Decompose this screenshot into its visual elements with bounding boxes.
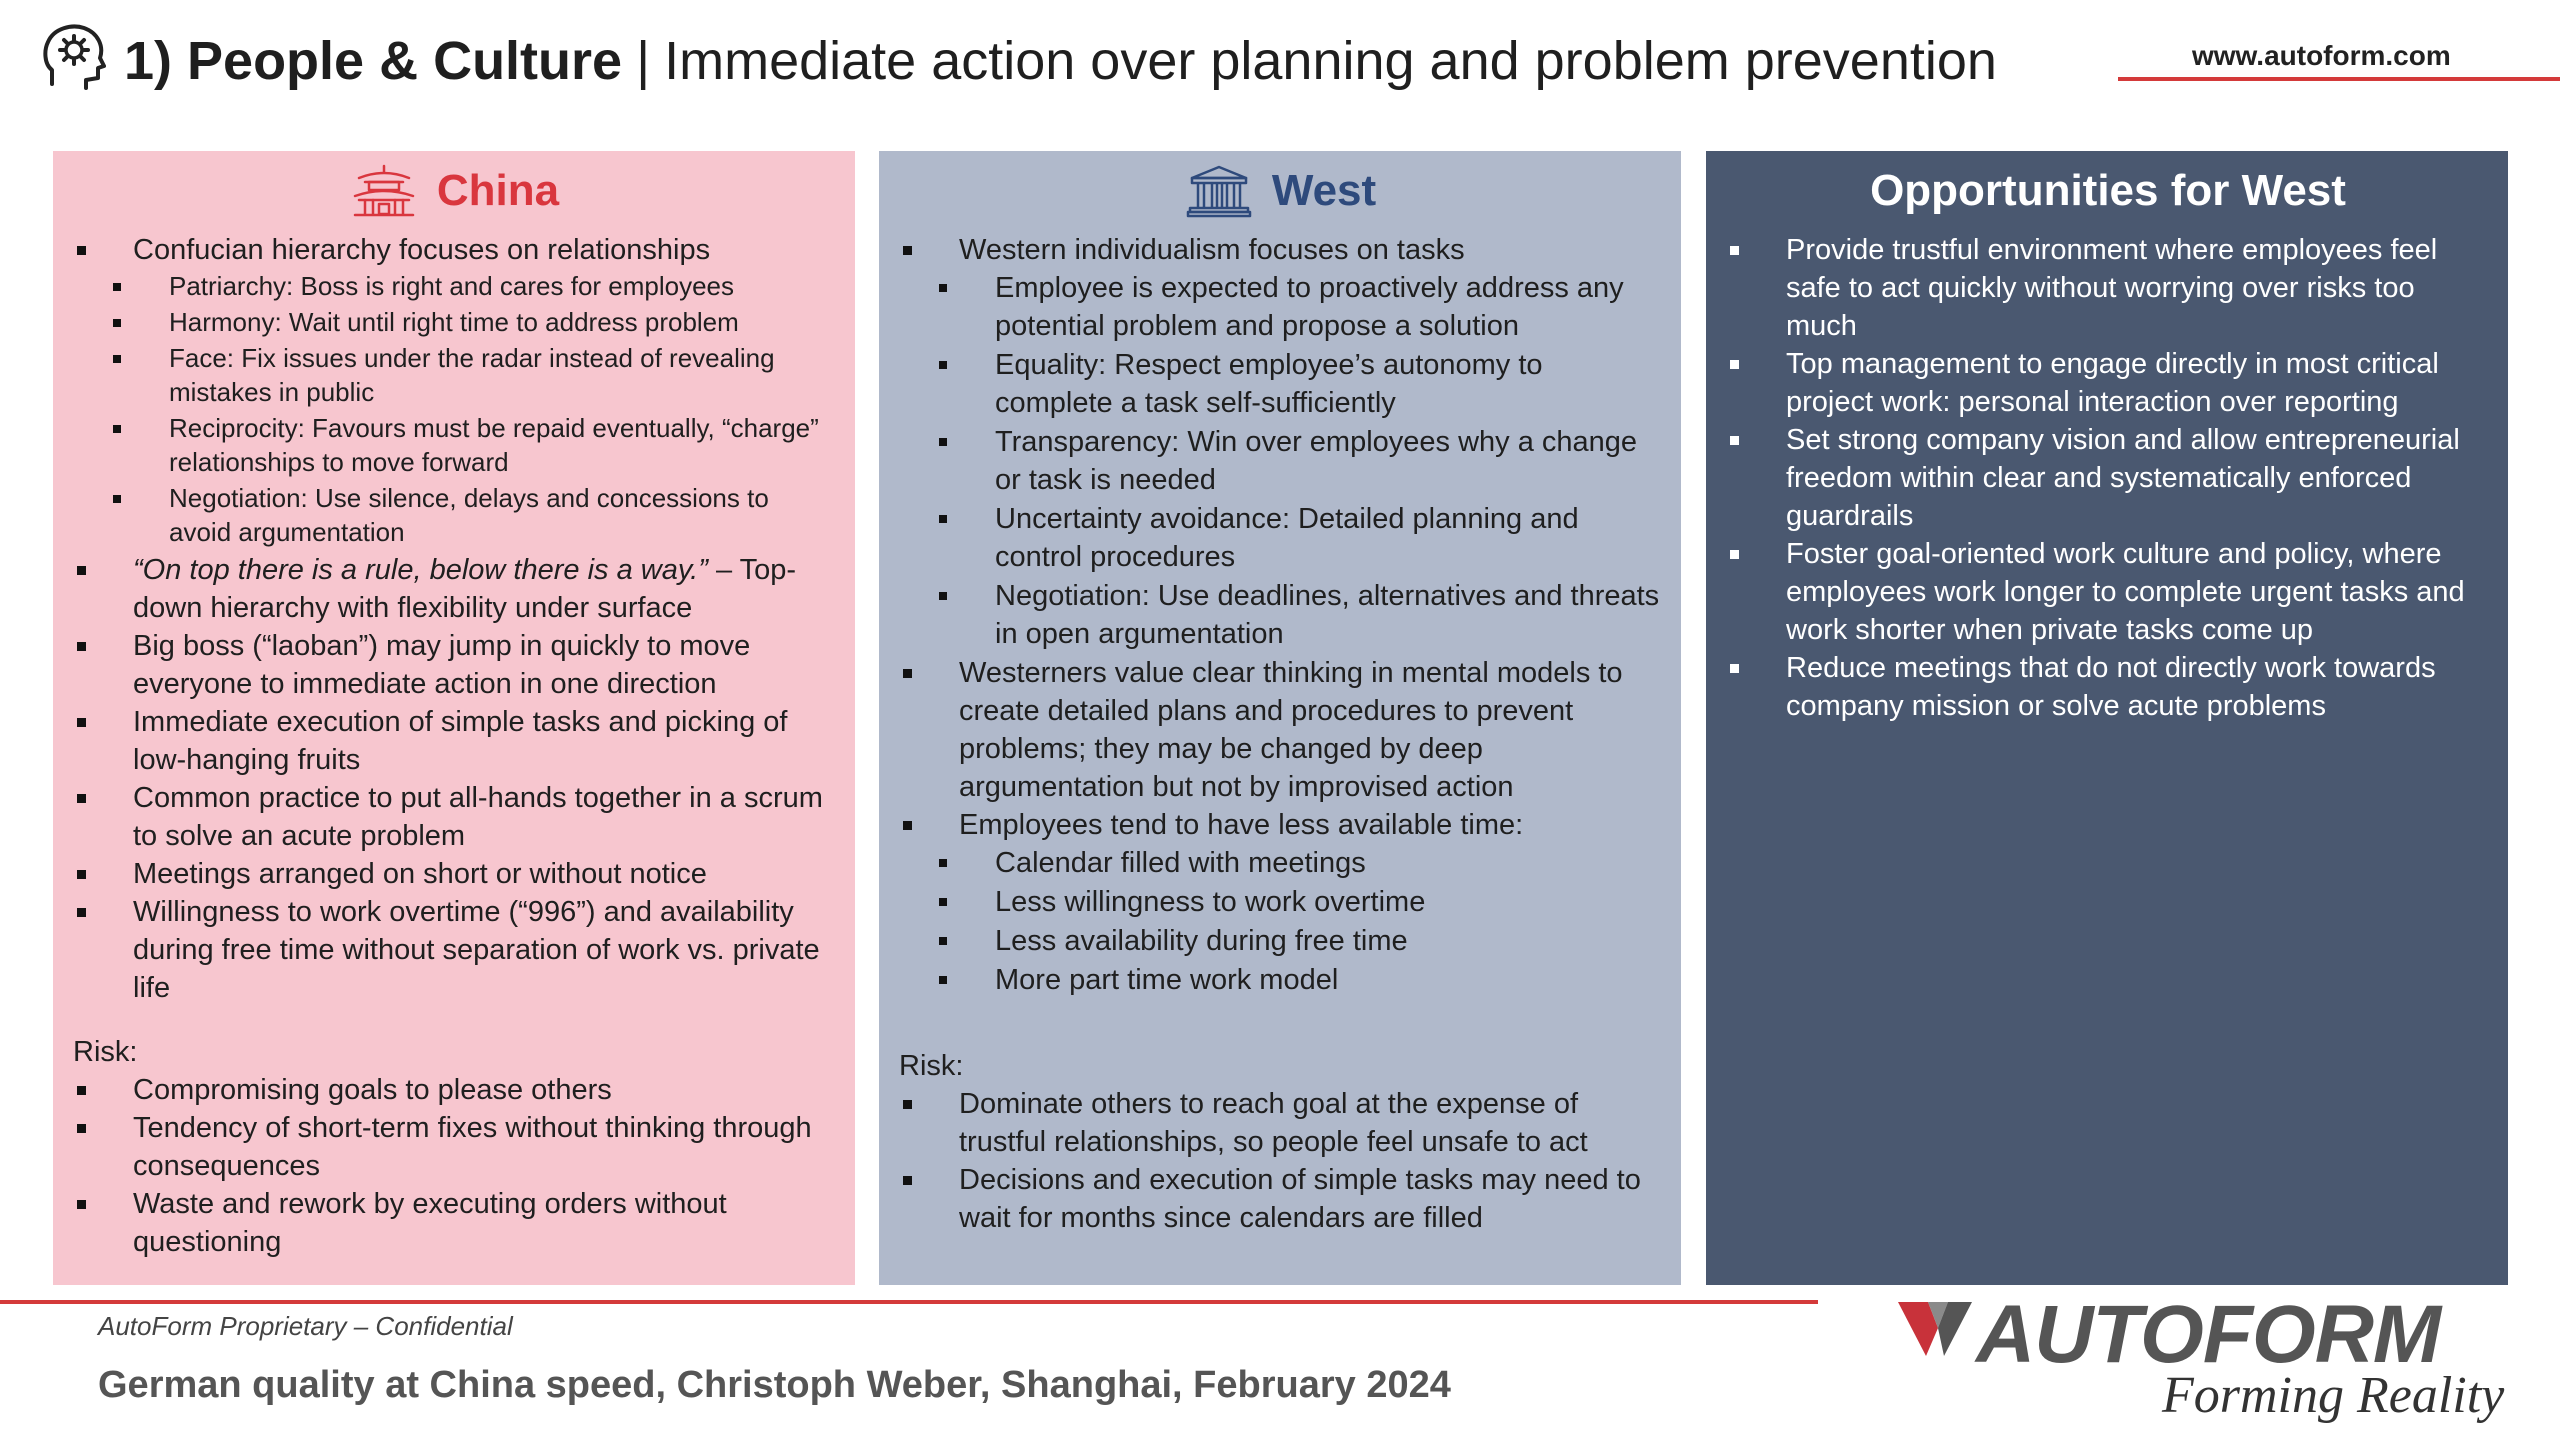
sub-list-item: Negotiation: Use deadlines, alternatives and threats in open argumentation (899, 577, 1663, 653)
confidentiality-note: AutoForm Proprietary – Confidential (98, 1311, 513, 1341)
sub-list-item: Less willingness to work overtime (899, 883, 1663, 921)
list-item (899, 806, 1663, 999)
list-item: Reduce meetings that do not directly work towards company mission or solve acute problems (1726, 649, 2490, 725)
west-risk-list (899, 1085, 1663, 1237)
title-statement: Immediate action over planning and problem prevention (664, 31, 1997, 91)
quote-rest: – Top-down hierarchy with flexibility under surface (133, 554, 797, 624)
pagoda-icon (351, 164, 417, 218)
risk-item: Tendency of short-term fixes without thinking through consequences (73, 1109, 837, 1185)
header-accent-line (2118, 77, 2560, 81)
list-item: Immediate execution of simple tasks and picking of low-hanging fruits (73, 703, 837, 779)
sub-list-item: Equality: Respect employee’s autonomy to complete a task self-sufficiently (899, 346, 1663, 422)
opportunities-list (1726, 231, 2490, 725)
sub-list-item: Reciprocity: Favours must be repaid eventually, “charge” relationships to move forward (73, 411, 837, 479)
sub-list-item: Negotiation: Use silence, delays and concessions to avoid argumentation (73, 481, 837, 549)
autoform-logo (1898, 1289, 2505, 1440)
title-separator: | (636, 31, 651, 91)
list-item-text: Employees tend to have less available time: (959, 809, 1524, 841)
list-item: Provide trustful environment where employees feel safe to act quickly without worrying over risks too much (1726, 231, 2490, 345)
head-gear-icon (42, 22, 106, 92)
west-list (899, 231, 1663, 999)
list-item: Meetings arranged on short or without notice (73, 855, 837, 893)
list-item: Set strong company vision and allow entrepreneurial freedom within clear and systematically enforced guardrails (1726, 421, 2490, 535)
presentation-subtitle: German quality at China speed, Christoph Weber, Shanghai, February 2024 (98, 1364, 1451, 1406)
sub-list (899, 269, 1663, 653)
risk-item: Compromising goals to please others (73, 1071, 837, 1109)
list-item: Top management to engage directly in most critical project work: personal interaction over reporting (1726, 345, 2490, 421)
footer-accent-line (0, 1300, 1818, 1304)
classical-building-icon (1186, 164, 1252, 218)
sub-list-item: Patriarchy: Boss is right and cares for employees (73, 269, 837, 303)
slide-title (124, 26, 1997, 96)
risk-item: Dominate others to reach goal at the expense of trustful relationships, so people feel unsafe to act (899, 1085, 1663, 1161)
sub-list (73, 269, 837, 549)
sub-list-item: Calendar filled with meetings (899, 844, 1663, 882)
list-item-text: Confucian hierarchy focuses on relationships (133, 234, 711, 266)
china-heading-text: China (436, 166, 560, 215)
china-risk-list (73, 1071, 837, 1261)
list-item: Willingness to work overtime (“996”) and availability during free time without separation of work vs. private life (73, 893, 837, 1007)
china-column (53, 151, 855, 1285)
list-item: Big boss (“laoban”) may jump in quickly to move everyone to immediate action in one direction (73, 627, 837, 703)
sub-list-item: Uncertainty avoidance: Detailed planning and control procedures (899, 500, 1663, 576)
logo-wordmark: AUTOFORM (1976, 1289, 2441, 1380)
list-item (73, 551, 837, 627)
opportunities-column (1706, 151, 2508, 1285)
sub-list-item: Harmony: Wait until right time to address problem (73, 305, 837, 339)
opportunities-heading: Opportunities for West (1870, 166, 2346, 215)
west-heading-text: West (1271, 166, 1377, 215)
list-item: Westerners value clear thinking in mental models to create detailed plans and procedures to prevent problems; they may be changed by deep argumentation but not by improvised action (899, 654, 1663, 806)
risk-item: Waste and rework by executing orders without questioning (73, 1185, 837, 1261)
sub-list-item: Face: Fix issues under the radar instead of revealing mistakes in public (73, 341, 837, 409)
list-item-text: Western individualism focuses on tasks (959, 234, 1465, 266)
list-item (73, 231, 837, 549)
autoform-logo-mark (1898, 1298, 1972, 1360)
risk-label: Risk: (899, 1050, 964, 1082)
risk-label: Risk: (73, 1036, 138, 1068)
sub-list-item: Transparency: Win over employees why a change or task is needed (899, 423, 1663, 499)
website-link[interactable]: www.autoform.com (2192, 40, 2451, 71)
slide-header (0, 0, 2560, 130)
west-heading (899, 151, 1663, 231)
sub-list-item: Employee is expected to proactively address any potential problem and propose a solution (899, 269, 1663, 345)
list-item (899, 231, 1663, 653)
china-list (73, 231, 837, 1007)
sub-list (899, 844, 1663, 999)
sub-list-item: Less availability during free time (899, 922, 1663, 960)
logo-tagline: Forming Reality (2162, 1367, 2505, 1424)
quote-text: “On top there is a rule, below there is a way.” (133, 554, 708, 586)
sub-list-item: More part time work model (899, 961, 1663, 999)
list-item: Common practice to put all-hands together in a scrum to solve an acute problem (73, 779, 837, 855)
risk-item: Decisions and execution of simple tasks may need to wait for months since calendars are filled (899, 1161, 1663, 1237)
china-heading (73, 151, 837, 231)
west-column (879, 151, 1681, 1285)
list-item: Foster goal-oriented work culture and policy, where employees work longer to complete urgent tasks and work shorter when private tasks come up (1726, 535, 2490, 649)
title-topic: 1) People & Culture (124, 31, 623, 91)
